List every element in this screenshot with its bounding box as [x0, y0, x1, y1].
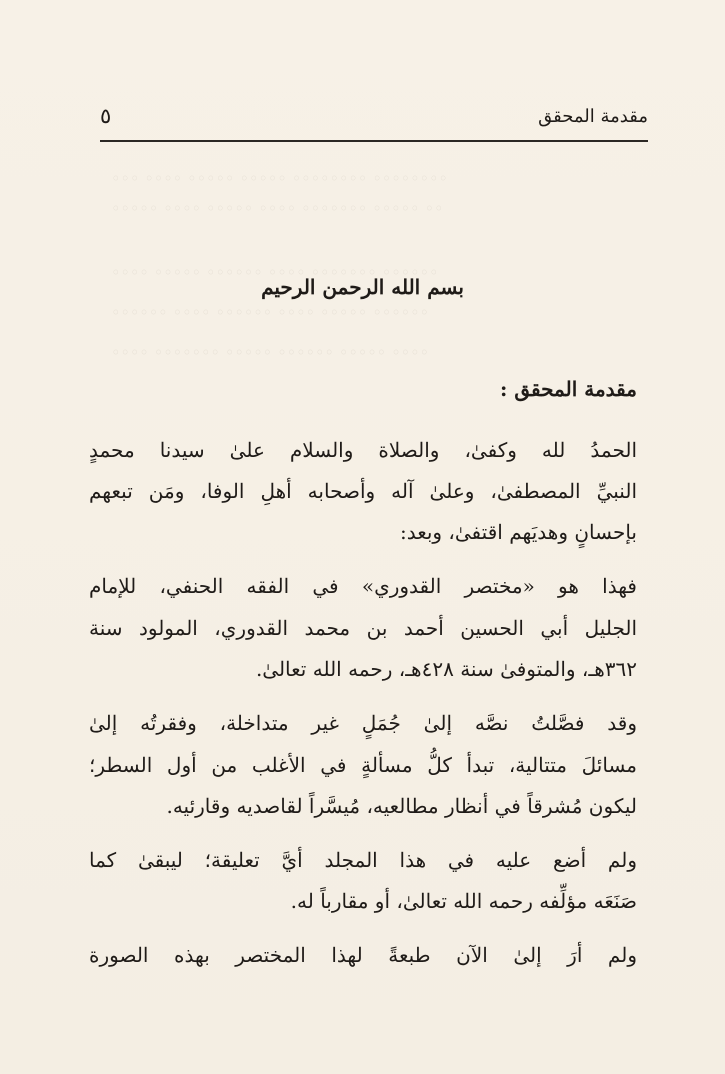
basmala-heading: بسم الله الرحمن الرحيم: [261, 275, 464, 299]
text-line-11: صَنَعَه مؤلِّفه رحمه الله تعالىٰ، أو مقارباً له.: [290, 889, 637, 913]
show-through-text: ◦◦◦◦◦◦ ◦◦◦◦ ◦◦◦◦◦◦ ◦◦◦◦ ◦◦◦◦◦ ◦◦◦◦◦◦: [111, 303, 429, 322]
text-line-12: ولم أرَ إلىٰ الآن طبعةً لهذا المختصر بهذه الصورة: [89, 943, 637, 967]
text-line-10: ولم أضع عليه في هذا المجلد أيَّ تعليقة؛ ليبقىٰ كما: [89, 848, 637, 872]
running-title: مقدمة المحقق: [538, 106, 648, 127]
show-through-text: ◦◦◦ ◦◦◦◦ ◦◦◦◦◦ ◦◦◦◦◦ ◦◦◦◦◦◦◦◦ ◦◦◦◦◦◦◦◦: [111, 169, 448, 188]
show-through-text: ◦◦◦◦ ◦◦◦◦◦ ◦◦◦◦◦◦ ◦◦◦◦ ◦◦◦◦◦◦◦ ◦◦◦◦◦◦: [111, 263, 439, 282]
text-line-7: وقد فصَّلتُ نصَّه إلىٰ جُمَلٍ غير متداخلة، وفقرتُه إلىٰ: [89, 711, 637, 735]
text-line-5: الجليل أبي الحسين أحمد بن محمد القدوري، المولود سنة: [89, 616, 637, 640]
show-through-text: ◦◦◦◦ ◦◦◦◦◦◦◦ ◦◦◦◦◦ ◦◦◦◦◦◦ ◦◦◦◦◦ ◦◦◦◦: [111, 343, 429, 362]
page-header: [100, 102, 648, 142]
text-line-4: فهذا هو «مختصر القدوري» في الفقه الحنفي، للإمام: [89, 574, 637, 598]
text-line-1: الحمدُ لله وكفىٰ، والصلاة والسلام علىٰ سيدنا محمدٍ: [89, 438, 637, 462]
text-line-2: النبيِّ المصطفىٰ، وعلىٰ آله وأصحابه أهلِ الوفا، ومَن تبعهم: [89, 479, 637, 503]
section-title: مقدمة المحقق :: [500, 377, 637, 401]
text-line-3: بإحسانٍ وهديَهم اقتفىٰ، وبعد:: [399, 520, 637, 544]
page-number: ٥: [100, 104, 112, 128]
show-through-text: ◦◦◦◦◦ ◦◦◦◦ ◦◦◦◦◦ ◦◦◦◦ ◦◦◦◦◦◦◦ ◦◦◦◦◦ ◦◦: [111, 199, 444, 218]
text-line-8: مسائلَ متتالية، تبدأ كلُّ مسألةٍ في الأغلب من أول السطر؛: [89, 753, 638, 777]
text-line-6: ٣٦٢هـ، والمتوفىٰ سنة ٤٢٨هـ، رحمه الله تعالىٰ.: [255, 657, 637, 681]
text-line-9: ليكون مُشرقاً في أنظار مطالعيه، مُيسَّراً لقاصديه وقارئيه.: [166, 794, 637, 818]
